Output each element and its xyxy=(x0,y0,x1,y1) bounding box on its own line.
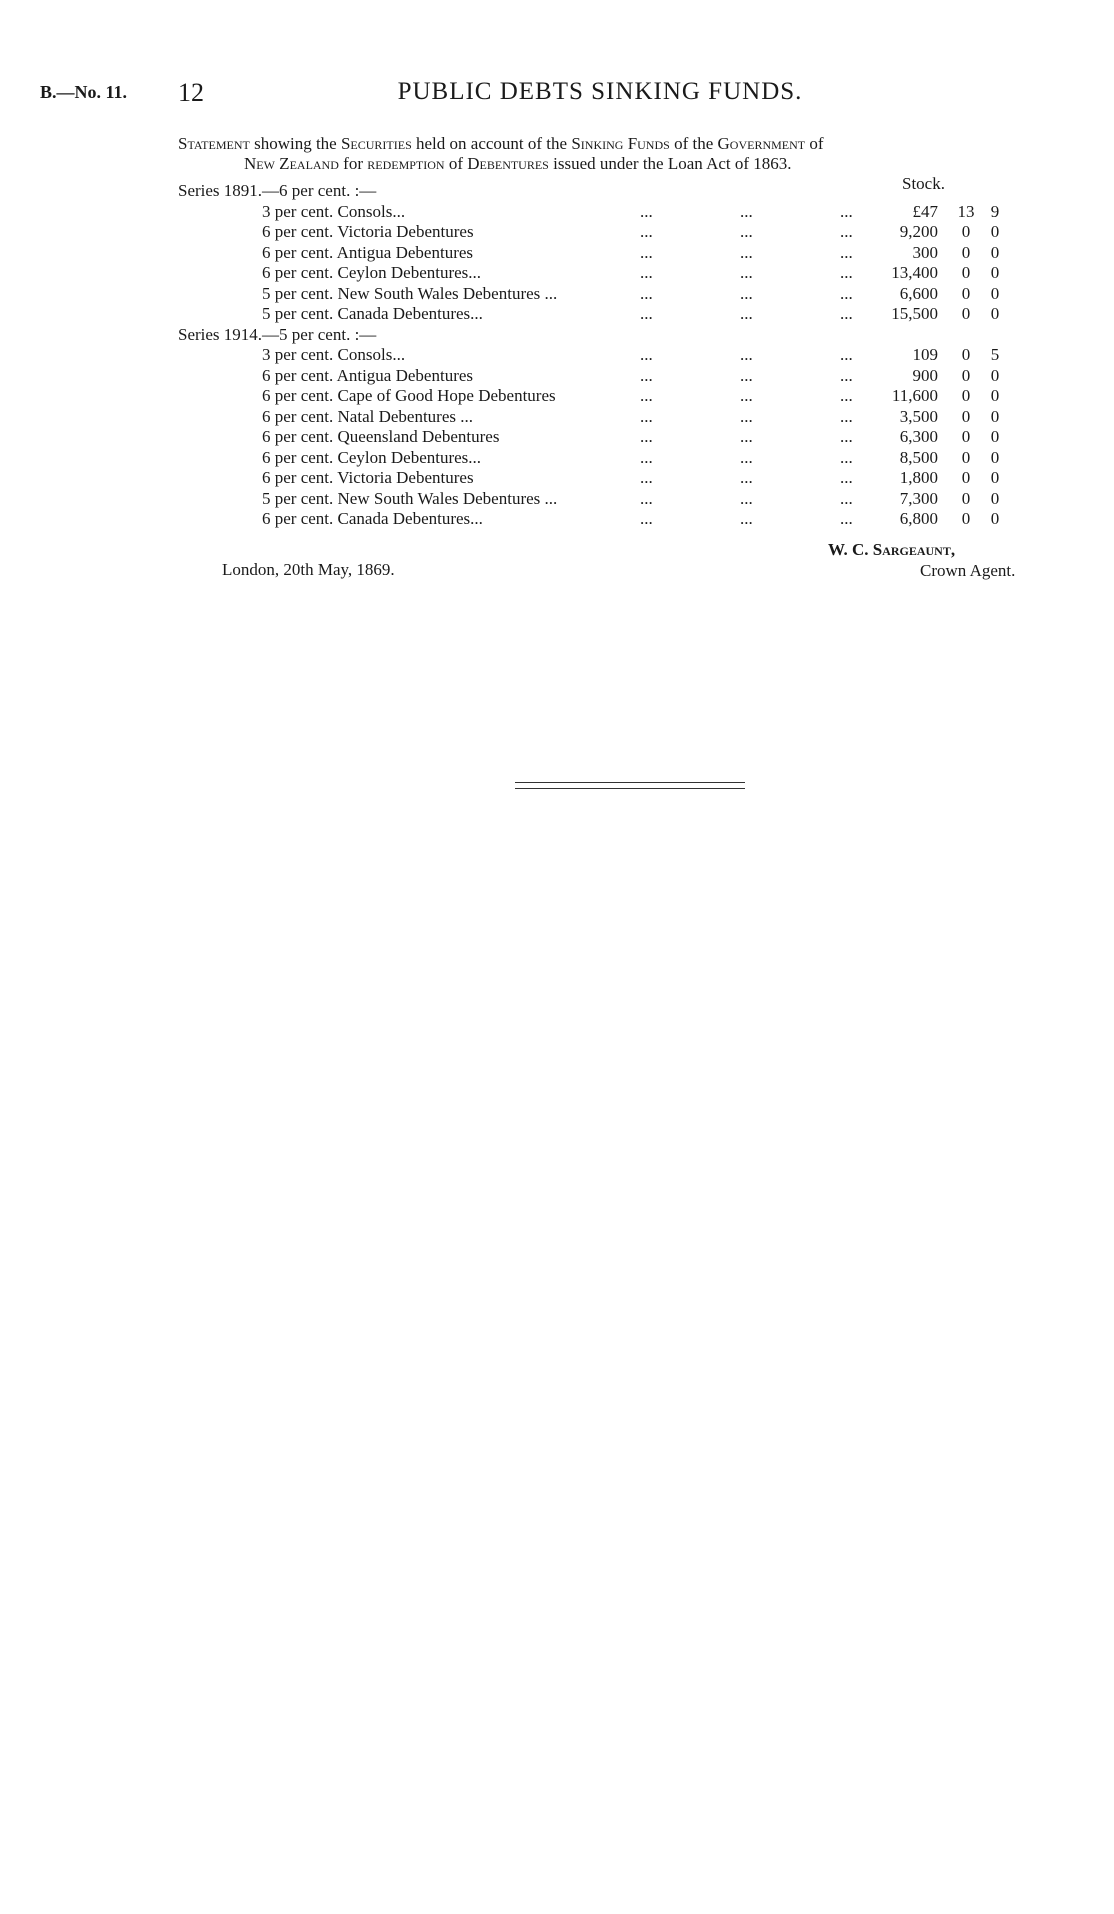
stock-shillings: 0 xyxy=(961,386,971,405)
leader-dots: ... xyxy=(740,365,753,385)
leader-dots: ... xyxy=(740,263,753,282)
stock-amount: 6,800 xyxy=(899,509,938,528)
intro-run: showing the xyxy=(249,134,341,153)
security-description: 6 per cent. Canada Debentures... xyxy=(262,509,483,528)
leader-dots: ... xyxy=(840,222,853,241)
leader-dots: ... xyxy=(840,427,853,446)
date-line: London, 20th May, 1869. xyxy=(222,560,395,579)
stock-amount: 15,500 xyxy=(891,304,938,323)
table-row xyxy=(0,222,1114,242)
signature-block xyxy=(828,539,1015,581)
stock-pence: 0 xyxy=(990,222,1000,241)
stock-pence: 0 xyxy=(990,283,1000,303)
stock-amount: 900 xyxy=(912,365,938,385)
table-row xyxy=(0,468,1114,488)
leader-dots: ... xyxy=(840,201,853,221)
stock-shillings: 0 xyxy=(961,427,971,446)
leader-dots: ... xyxy=(640,406,653,426)
leader-dots: ... xyxy=(740,447,753,467)
table-row xyxy=(0,366,1114,386)
stock-pence: 0 xyxy=(990,365,1000,385)
stock-pence: 0 xyxy=(990,406,1000,426)
stock-shillings: 0 xyxy=(961,509,971,528)
leader-dots: ... xyxy=(640,222,653,241)
table-row xyxy=(0,263,1114,283)
leader-dots: ... xyxy=(740,283,753,303)
stock-pence: 0 xyxy=(990,468,1000,487)
leader-dots: ... xyxy=(840,365,853,385)
leader-dots: ... xyxy=(840,263,853,282)
leader-dots: ... xyxy=(840,468,853,487)
stock-pence: 0 xyxy=(990,242,1000,262)
security-description: 6 per cent. Antigua Debentures xyxy=(262,365,474,385)
table-row xyxy=(0,345,1114,365)
security-description: 5 per cent. Canada Debentures... xyxy=(262,304,483,323)
intro-line-2 xyxy=(178,154,1078,174)
stock-shillings: 0 xyxy=(961,242,971,262)
intro-run: redemption xyxy=(367,154,445,173)
stock-amount: 13,400 xyxy=(891,263,938,282)
closing-rule-bottom xyxy=(515,788,745,789)
leader-dots: ... xyxy=(840,283,853,303)
leader-dots: ... xyxy=(740,304,753,323)
intro-run: Sinking Funds xyxy=(571,134,670,153)
intro-run: of xyxy=(805,134,824,153)
table-row xyxy=(0,304,1114,324)
stock-amount: 300 xyxy=(912,242,938,262)
stock-shillings: 0 xyxy=(961,365,971,385)
leader-dots: ... xyxy=(640,242,653,262)
intro-run: of the xyxy=(669,134,718,153)
page-header xyxy=(40,78,1080,114)
security-description: 6 per cent. Victoria Debentures xyxy=(262,222,474,241)
stock-amount: 3,500 xyxy=(899,406,938,426)
leader-dots: ... xyxy=(640,345,653,364)
leader-dots: ... xyxy=(640,427,653,446)
security-description: 6 per cent. Queensland Debentures xyxy=(262,427,500,446)
intro-run: New Zealand xyxy=(244,154,339,173)
table-row xyxy=(0,407,1114,427)
stock-shillings: 0 xyxy=(961,304,971,323)
closing-rule-top xyxy=(515,782,745,783)
leader-dots: ... xyxy=(740,427,753,446)
stock-pence: 0 xyxy=(990,488,1000,508)
leader-dots: ... xyxy=(640,386,653,405)
leader-dots: ... xyxy=(740,468,753,487)
stock-pence: 0 xyxy=(990,386,1000,405)
leader-dots: ... xyxy=(740,242,753,262)
stock-shillings: 0 xyxy=(961,406,971,426)
stock-shillings: 0 xyxy=(961,488,971,508)
leader-dots: ... xyxy=(740,222,753,241)
stock-pence: 5 xyxy=(990,345,1000,364)
intro-line-1 xyxy=(178,134,1078,154)
security-description: 6 per cent. Antigua Debentures xyxy=(262,242,474,262)
intro-run: of xyxy=(444,154,468,173)
security-description: 6 per cent. Ceylon Debentures... xyxy=(262,263,482,282)
leader-dots: ... xyxy=(640,447,653,467)
security-description: 5 per cent. New South Wales Debentures ... xyxy=(262,488,558,508)
leader-dots: ... xyxy=(640,365,653,385)
table-row xyxy=(0,202,1114,222)
stock-pence: 9 xyxy=(990,201,1000,221)
intro-run: held on account of the xyxy=(411,134,572,153)
leader-dots: ... xyxy=(740,386,753,405)
intro-run: Securities xyxy=(340,134,412,153)
table-row xyxy=(0,386,1114,406)
leader-dots: ... xyxy=(640,201,653,221)
leader-dots: ... xyxy=(840,406,853,426)
table-row xyxy=(0,243,1114,263)
stock-column-header: Stock. xyxy=(902,174,945,193)
leader-dots: ... xyxy=(840,345,853,364)
intro-run: Debentures xyxy=(467,154,549,173)
leader-dots: ... xyxy=(740,509,753,528)
security-description: 6 per cent. Victoria Debentures xyxy=(262,468,474,487)
table-row xyxy=(0,489,1114,509)
leader-dots: ... xyxy=(740,345,753,364)
document-reference: B.—No. 11. xyxy=(40,82,128,102)
table-row xyxy=(0,448,1114,468)
stock-shillings: 0 xyxy=(961,447,971,467)
leader-dots: ... xyxy=(740,201,753,221)
leader-dots: ... xyxy=(840,386,853,405)
table-row xyxy=(0,284,1114,304)
security-description: 6 per cent. Cape of Good Hope Debentures xyxy=(262,386,556,405)
stock-pence: 0 xyxy=(990,509,1000,528)
stock-shillings: 0 xyxy=(961,468,971,487)
series-heading: Series 1914.—5 per cent. :— xyxy=(178,324,377,344)
security-description: 3 per cent. Consols... xyxy=(262,345,406,364)
table-row xyxy=(0,427,1114,447)
stock-amount: 6,300 xyxy=(899,427,938,446)
leader-dots: ... xyxy=(640,509,653,528)
leader-dots: ... xyxy=(640,468,653,487)
stock-shillings: 0 xyxy=(961,283,971,303)
security-description: 6 per cent. Natal Debentures ... xyxy=(262,406,473,426)
stock-shillings: 13 xyxy=(957,201,975,221)
stock-amount: 7,300 xyxy=(899,488,938,508)
intro-run: issued under the Loan Act of 1863. xyxy=(548,154,792,173)
page-number: 12 xyxy=(178,78,204,107)
stock-shillings: 0 xyxy=(961,222,971,241)
stock-amount: 11,600 xyxy=(891,386,938,405)
stock-pence: 0 xyxy=(990,263,1000,282)
security-description: 5 per cent. New South Wales Debentures ... xyxy=(262,283,558,303)
stock-amount: £47 xyxy=(912,201,938,221)
stock-amount: 1,800 xyxy=(899,468,938,487)
series-heading: Series 1891.—6 per cent. :— xyxy=(178,181,377,200)
leader-dots: ... xyxy=(740,488,753,508)
leader-dots: ... xyxy=(640,304,653,323)
stock-pence: 0 xyxy=(990,447,1000,467)
stock-pence: 0 xyxy=(990,427,1000,446)
stock-amount: 9,200 xyxy=(899,222,938,241)
intro-run: for xyxy=(338,154,368,173)
table-row xyxy=(0,509,1114,529)
security-description: 3 per cent. Consols... xyxy=(262,201,406,221)
intro-run: Government xyxy=(717,134,806,153)
leader-dots: ... xyxy=(740,406,753,426)
page-title: PUBLIC DEBTS SINKING FUNDS. xyxy=(397,78,803,105)
signatory-name: W. C. Sargeaunt, xyxy=(828,540,956,559)
leader-dots: ... xyxy=(840,242,853,262)
stock-pence: 0 xyxy=(990,304,1000,323)
leader-dots: ... xyxy=(640,283,653,303)
stock-shillings: 0 xyxy=(961,263,971,282)
leader-dots: ... xyxy=(840,304,853,323)
signatory-title: Crown Agent. xyxy=(920,561,1016,580)
statement-intro xyxy=(178,134,1078,174)
leader-dots: ... xyxy=(640,488,653,508)
leader-dots: ... xyxy=(840,509,853,528)
stock-amount: 6,600 xyxy=(899,283,938,303)
leader-dots: ... xyxy=(840,447,853,467)
stock-amount: 8,500 xyxy=(899,447,938,467)
leader-dots: ... xyxy=(640,263,653,282)
intro-run: Statement xyxy=(178,134,250,153)
stock-shillings: 0 xyxy=(961,345,971,364)
stock-amount: 109 xyxy=(912,345,938,364)
security-description: 6 per cent. Ceylon Debentures... xyxy=(262,447,482,467)
leader-dots: ... xyxy=(840,488,853,508)
